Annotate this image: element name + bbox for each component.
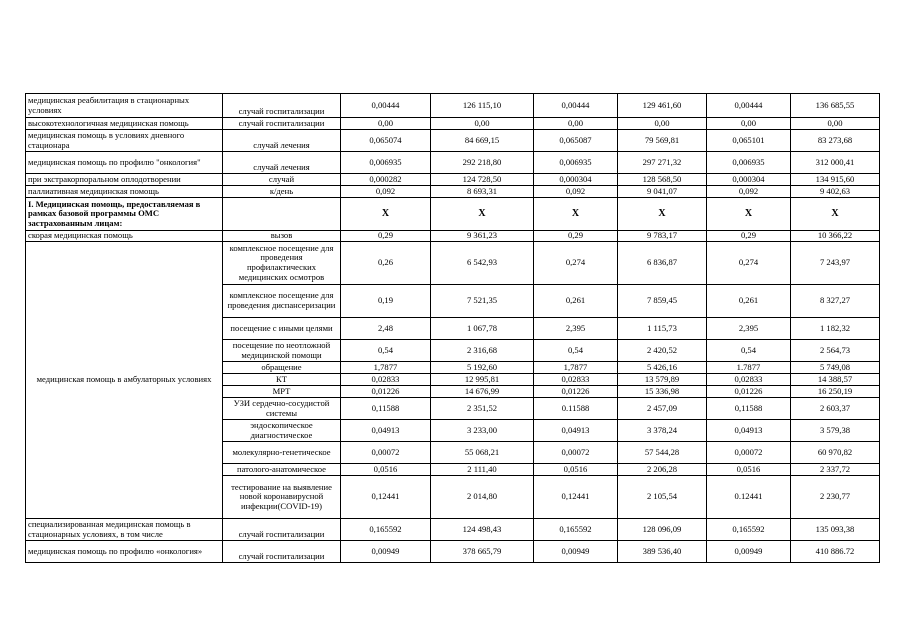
cell-value: 2 564,73 <box>791 340 880 362</box>
row-unit: случай госпитализации <box>223 94 341 118</box>
cell-value: 0,01226 <box>707 386 791 398</box>
cell-value: 124 728,50 <box>431 174 534 186</box>
row-unit: комплексное посещение для проведения профилактических медицинских осмотров <box>223 242 341 285</box>
cell-value: 0,000304 <box>534 174 618 186</box>
cell-value: 134 915,60 <box>791 174 880 186</box>
cell-value: 9 783,17 <box>618 231 707 242</box>
row-name: медицинская помощь по профилю "онкология" <box>26 152 223 174</box>
cell-value: 2 316,68 <box>431 340 534 362</box>
row-name: медицинская помощь в условиях дневного стационара <box>26 130 223 152</box>
row-unit: молекулярно-генетическое <box>223 442 341 464</box>
x-mark: X <box>791 198 880 231</box>
cell-value: 0,02833 <box>534 374 618 386</box>
cell-value: 0,165592 <box>341 519 431 541</box>
cell-value: 0,00444 <box>534 94 618 118</box>
cell-value: 128 096,09 <box>618 519 707 541</box>
cell-value: 7 243,97 <box>791 242 880 285</box>
cell-value: 378 665,79 <box>431 541 534 563</box>
row-name: специализированная медицинская помощь в стационарных условиях, в том числе <box>26 519 223 541</box>
cell-value: 0,092 <box>534 186 618 198</box>
row-unit: случай госпитализации <box>223 118 341 130</box>
cell-value: 2 603,37 <box>791 398 880 420</box>
cell-value: 2,48 <box>341 318 431 340</box>
row-unit: комплексное посещение для проведения диспансеризации <box>223 285 341 318</box>
cell-value: 0,065074 <box>341 130 431 152</box>
cell-value: 1,7877 <box>341 362 431 374</box>
cell-value: 0,26 <box>341 242 431 285</box>
cell-value: 2,395 <box>534 318 618 340</box>
cell-value: 126 115,10 <box>431 94 534 118</box>
cell-value: 83 273,68 <box>791 130 880 152</box>
cell-value: 79 569,81 <box>618 130 707 152</box>
cell-value: 0,261 <box>534 285 618 318</box>
row-unit: случай <box>223 174 341 186</box>
cell-value: 14 388,57 <box>791 374 880 386</box>
cell-value: 9 041,07 <box>618 186 707 198</box>
cell-value: 0,000304 <box>707 174 791 186</box>
cell-value: 0,54 <box>534 340 618 362</box>
cell-value: 2 457,09 <box>618 398 707 420</box>
cell-value: 0,00 <box>341 118 431 130</box>
table-row <box>26 231 880 242</box>
row-unit: случай госпитализации <box>223 541 341 563</box>
cell-value: 0,54 <box>707 340 791 362</box>
x-mark: X <box>618 198 707 231</box>
row-unit: эндоскопическое диагностическое <box>223 420 341 442</box>
cell-value: 8 327,27 <box>791 285 880 318</box>
cell-value: 0,00444 <box>707 94 791 118</box>
cell-value: 0,000282 <box>341 174 431 186</box>
row-unit: случай лечения <box>223 152 341 174</box>
cell-value: 0,00072 <box>341 442 431 464</box>
cell-value: 2 351,52 <box>431 398 534 420</box>
row-name: паллиативная медицинская помощь <box>26 186 223 198</box>
cell-value: 0,04913 <box>707 420 791 442</box>
cell-value: 1 115,73 <box>618 318 707 340</box>
cell-value: 0,04913 <box>534 420 618 442</box>
cell-value: 0,00 <box>791 118 880 130</box>
table-row <box>26 519 880 541</box>
row-unit: МРТ <box>223 386 341 398</box>
table-row <box>26 94 880 118</box>
cell-value: 0,00949 <box>341 541 431 563</box>
table-row <box>26 118 880 130</box>
row-unit: патолого-анатомическое <box>223 464 341 476</box>
cell-value: 0,00949 <box>707 541 791 563</box>
cell-value: 0,04913 <box>341 420 431 442</box>
table-row <box>26 186 880 198</box>
cell-value: 5 426,16 <box>618 362 707 374</box>
cell-value: 0,00 <box>534 118 618 130</box>
cell-value: 389 536,40 <box>618 541 707 563</box>
cell-value: 410 886.72 <box>791 541 880 563</box>
cell-value: 0,19 <box>341 285 431 318</box>
cell-value: 0,54 <box>341 340 431 362</box>
cell-value: 0,006935 <box>707 152 791 174</box>
row-unit: тестирование на выявление новой коронавирусной инфекции(COVID-19) <box>223 476 341 519</box>
cell-value: 7 521,35 <box>431 285 534 318</box>
cell-value: 6 836,87 <box>618 242 707 285</box>
cell-value: 0,006935 <box>341 152 431 174</box>
cell-value: 0,261 <box>707 285 791 318</box>
cell-value: 84 669,15 <box>431 130 534 152</box>
cell-value: 0,274 <box>707 242 791 285</box>
section-header-row <box>26 198 880 231</box>
cell-value: 2 105,54 <box>618 476 707 519</box>
cell-value: 0,0516 <box>534 464 618 476</box>
cell-value: 9 402,63 <box>791 186 880 198</box>
row-name: скорая медицинская помощь <box>26 231 223 242</box>
cell-value: 0,065101 <box>707 130 791 152</box>
row-name: при экстракорпоральном оплодотворении <box>26 174 223 186</box>
cell-value: 0,29 <box>341 231 431 242</box>
cell-value: 0,00444 <box>341 94 431 118</box>
section-title: I. Медицинская помощь, предоставляемая в рамках базовой программы ОМС застрахованным лицам: <box>26 198 223 231</box>
cell-value: 1 067,78 <box>431 318 534 340</box>
cell-value: 10 366,22 <box>791 231 880 242</box>
cell-value: 0,01226 <box>341 386 431 398</box>
cell-value: 3 378,24 <box>618 420 707 442</box>
row-name: медицинская помощь по профилю «онкология» <box>26 541 223 563</box>
cell-value: 292 218,80 <box>431 152 534 174</box>
cell-value: 0,12441 <box>341 476 431 519</box>
cell-value: 136 685,55 <box>791 94 880 118</box>
cell-value: 0,092 <box>341 186 431 198</box>
cell-value: 0,065087 <box>534 130 618 152</box>
cell-value: 0,29 <box>534 231 618 242</box>
row-unit: КТ <box>223 374 341 386</box>
cell-value: 0,00949 <box>534 541 618 563</box>
cell-value: 312 000,41 <box>791 152 880 174</box>
row-unit: случай госпитализации <box>223 519 341 541</box>
table-row <box>26 130 880 152</box>
cell-value: 0,00072 <box>534 442 618 464</box>
cell-value: 2 111,40 <box>431 464 534 476</box>
x-mark: X <box>431 198 534 231</box>
row-unit: случай лечения <box>223 130 341 152</box>
cell-value: 2 420,52 <box>618 340 707 362</box>
row-name: высокотехнологичная медицинская помощь <box>26 118 223 130</box>
cell-value: 1,7877 <box>534 362 618 374</box>
cell-value: 124 498,43 <box>431 519 534 541</box>
cell-value: 0,0516 <box>341 464 431 476</box>
cell-value: 7 859,45 <box>618 285 707 318</box>
cell-value: 55 068,21 <box>431 442 534 464</box>
cell-value: 2 206,28 <box>618 464 707 476</box>
cell-value: 0,0516 <box>707 464 791 476</box>
tariff-table <box>25 93 880 563</box>
table-row <box>26 152 880 174</box>
cell-value: 0,274 <box>534 242 618 285</box>
cell-value: 135 093,38 <box>791 519 880 541</box>
cell-value: 0,00 <box>618 118 707 130</box>
cell-value: 0,02833 <box>341 374 431 386</box>
cell-value: 0,00 <box>707 118 791 130</box>
cell-value: 2 014,80 <box>431 476 534 519</box>
cell-value: 57 544,28 <box>618 442 707 464</box>
cell-value: 13 579,89 <box>618 374 707 386</box>
row-unit: УЗИ сердечно-сосудистой системы <box>223 398 341 420</box>
cell-value: 14 676,99 <box>431 386 534 398</box>
cell-value: 2 230,77 <box>791 476 880 519</box>
cell-value: 0,165592 <box>534 519 618 541</box>
row-unit: вызов <box>223 231 341 242</box>
cell-value: 0,01226 <box>534 386 618 398</box>
cell-value: 1.7877 <box>707 362 791 374</box>
table-row <box>26 541 880 563</box>
cell-value: 0,006935 <box>534 152 618 174</box>
row-unit: обращение <box>223 362 341 374</box>
cell-value: 0,165592 <box>707 519 791 541</box>
cell-value: 0.11588 <box>534 398 618 420</box>
cell-value: 5 749,08 <box>791 362 880 374</box>
cell-value: 0,11588 <box>707 398 791 420</box>
cell-value: 297 271,32 <box>618 152 707 174</box>
cell-value: 129 461,60 <box>618 94 707 118</box>
cell-value: 3 233,00 <box>431 420 534 442</box>
x-mark: X <box>534 198 618 231</box>
cell-value: 0,092 <box>707 186 791 198</box>
group-name-outpatient: медицинская помощь в амбулаторных условиях <box>26 242 223 519</box>
table-row <box>26 242 880 285</box>
cell-value: 8 693,31 <box>431 186 534 198</box>
cell-value: 16 250,19 <box>791 386 880 398</box>
row-unit: к/день <box>223 186 341 198</box>
cell-value: 0.12441 <box>707 476 791 519</box>
cell-value: 12 995,81 <box>431 374 534 386</box>
cell-value: 0,00 <box>431 118 534 130</box>
cell-value: 15 336,98 <box>618 386 707 398</box>
cell-value: 5 192,60 <box>431 362 534 374</box>
row-unit: посещение с иными целями <box>223 318 341 340</box>
cell-value: 0,12441 <box>534 476 618 519</box>
cell-value: 1 182,32 <box>791 318 880 340</box>
cell-value: 6 542,93 <box>431 242 534 285</box>
cell-value: 2,395 <box>707 318 791 340</box>
table-row <box>26 174 880 186</box>
cell-value: 0,29 <box>707 231 791 242</box>
row-name: медицинская реабилитация в стационарных условиях <box>26 94 223 118</box>
cell-value: 60 970,82 <box>791 442 880 464</box>
row-unit: посещение по неотложной медицинской помощи <box>223 340 341 362</box>
cell-value: 9 361,23 <box>431 231 534 242</box>
cell-value: 3 579,38 <box>791 420 880 442</box>
cell-value: 128 568,50 <box>618 174 707 186</box>
cell-value: 0,11588 <box>341 398 431 420</box>
x-mark: X <box>341 198 431 231</box>
cell-value: 0,02833 <box>707 374 791 386</box>
x-mark: X <box>707 198 791 231</box>
cell-value: 0,00072 <box>707 442 791 464</box>
empty-cell <box>223 198 341 231</box>
cell-value: 2 337,72 <box>791 464 880 476</box>
